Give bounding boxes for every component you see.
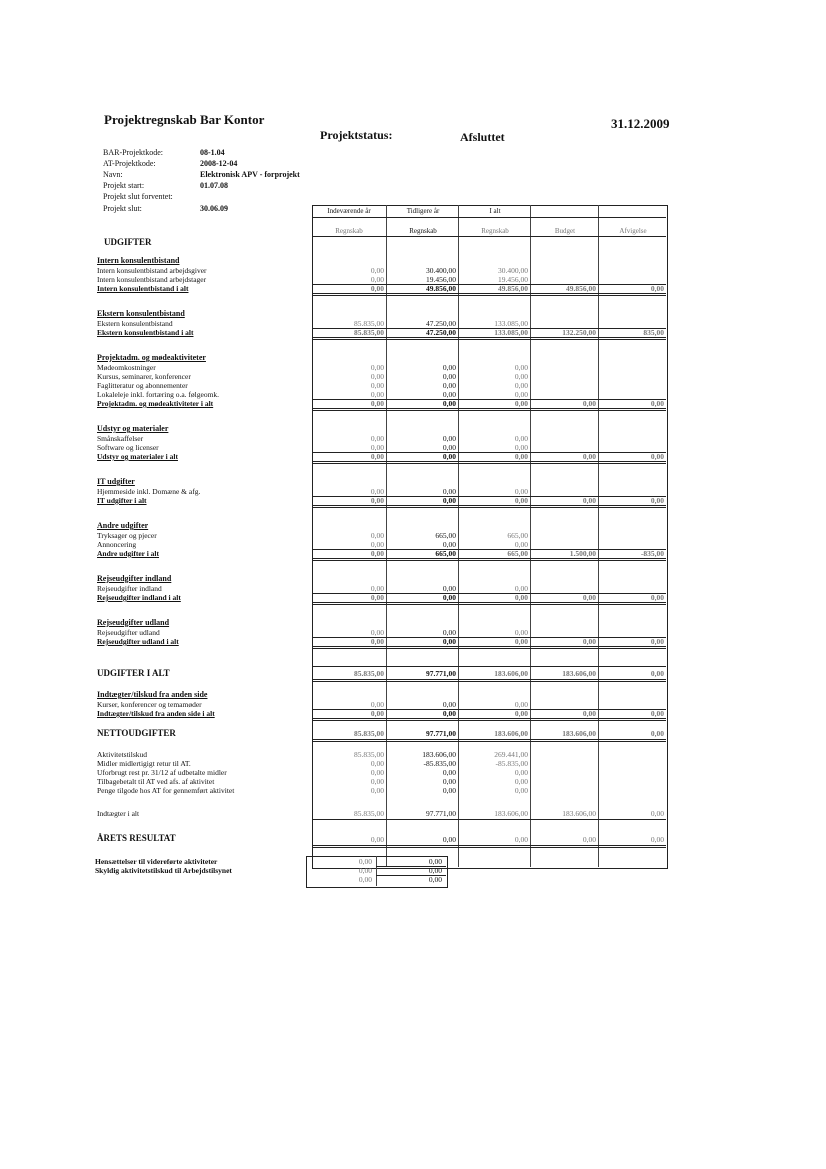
cell-value: 0,00 bbox=[370, 275, 384, 284]
cell-value: 0,00 bbox=[442, 381, 456, 390]
cell-value: 269.441,00 bbox=[494, 750, 528, 759]
cell-value: 183.606,00 bbox=[494, 729, 528, 738]
rule bbox=[312, 845, 666, 848]
cell-value: 0,00 bbox=[442, 768, 456, 777]
cell-value: 30.400,00 bbox=[426, 266, 456, 275]
meta-label: Projekt slut forventet: bbox=[103, 192, 173, 201]
meta-value: 2008-12-04 bbox=[200, 159, 238, 168]
cell-value: 0,00 bbox=[370, 709, 384, 718]
cell-value: 665,00 bbox=[507, 531, 528, 540]
section-total-label: Andre udgifter i alt bbox=[97, 549, 160, 558]
cell-value: 85.835,00 bbox=[354, 319, 384, 328]
cell-value: 0,00 bbox=[370, 593, 384, 602]
footer-col-divider bbox=[376, 856, 377, 886]
table-row-label: Tilbagebetalt til AT ved afs. af aktivitet bbox=[97, 777, 215, 786]
cell-value: 97.771,00 bbox=[426, 669, 456, 678]
col-divider bbox=[598, 205, 599, 867]
table-row-label: Faglitteratur og abonnementer bbox=[97, 381, 188, 390]
cell-value: 0,00 bbox=[650, 496, 664, 505]
cell-value: 0,00 bbox=[442, 487, 456, 496]
cell-value: 0,00 bbox=[514, 768, 528, 777]
cell-value: 0,00 bbox=[370, 434, 384, 443]
cell-value: 0,00 bbox=[582, 593, 596, 602]
section-total-label: Projektadm. og mødeaktiviteter i alt bbox=[97, 399, 214, 408]
udgifter-heading: UDGIFTER bbox=[104, 237, 152, 247]
cell-value: 49.856,00 bbox=[498, 284, 528, 293]
cell-value: 133.085,00 bbox=[494, 319, 528, 328]
cell-value: 0,00 bbox=[370, 363, 384, 372]
cell-value: 0,00 bbox=[442, 700, 456, 709]
cell-value: 183.606,00 bbox=[562, 669, 596, 678]
cell-value: 85.835,00 bbox=[354, 669, 384, 678]
section-title: Intern konsulentbistand bbox=[97, 256, 180, 265]
cell-value: 0,00 bbox=[514, 700, 528, 709]
footer-label: Skyldig aktivitetstilskud til Arbejdstilsynet bbox=[95, 866, 232, 875]
table-row-label: Rejseudgifter udland bbox=[97, 628, 160, 637]
meta-value: 01.07.08 bbox=[200, 181, 228, 190]
section-title: Indtægter/tilskud fra anden side bbox=[97, 690, 208, 699]
cell-value: 0,00 bbox=[370, 700, 384, 709]
cell-value: 0,00 bbox=[514, 637, 528, 646]
meta-label: AT-Projektkode: bbox=[103, 159, 156, 168]
cell-value: 0,00 bbox=[442, 593, 456, 602]
cell-value: 0,00 bbox=[514, 628, 528, 637]
cell-value: 183.606,00 bbox=[562, 809, 596, 818]
cell-value: 0,00 bbox=[370, 399, 384, 408]
cell-value: 85.835,00 bbox=[354, 729, 384, 738]
cell-value: 0,00 bbox=[370, 777, 384, 786]
cell-value: 132.250,00 bbox=[562, 328, 596, 337]
table-row-label: Hjemmeside inkl. Domæne & afg. bbox=[97, 487, 201, 496]
status-label: Projektstatus: bbox=[320, 128, 393, 142]
cell-value: 0,00 bbox=[442, 434, 456, 443]
cell-value: 0,00 bbox=[442, 835, 456, 844]
cell-value: 133.085,00 bbox=[494, 328, 528, 337]
col-divider bbox=[386, 205, 387, 867]
cell-value: 0,00 bbox=[442, 452, 456, 461]
cell-value: 0,00 bbox=[514, 540, 528, 549]
table-row-label: Ekstern konsulentbistand bbox=[97, 319, 173, 328]
table-row-label: Rejseudgifter indland bbox=[97, 584, 162, 593]
report-date: 31.12.2009 bbox=[611, 116, 670, 131]
cell-value: 1.500,00 bbox=[569, 549, 596, 558]
rule bbox=[312, 558, 666, 561]
cell-value: 0,00 bbox=[370, 637, 384, 646]
table-row-label: Intern konsulentbistand arbejdstager bbox=[97, 275, 207, 284]
col-divider bbox=[530, 205, 531, 867]
section-total-label: Intern konsulentbistand i alt bbox=[97, 284, 189, 293]
table-row-label: Mødeomkostninger bbox=[97, 363, 156, 372]
cell-value: 0,00 bbox=[370, 584, 384, 593]
table-row-label: Aktivitetstilskud bbox=[97, 750, 148, 759]
cell-value: 0,00 bbox=[514, 709, 528, 718]
rule bbox=[312, 646, 666, 649]
cell-value: 49.856,00 bbox=[566, 284, 596, 293]
rule bbox=[312, 679, 666, 682]
col-header-top: Indeværende år bbox=[327, 207, 371, 215]
rule bbox=[312, 408, 666, 411]
cell-value: 0,00 bbox=[514, 487, 528, 496]
col-divider bbox=[458, 205, 459, 867]
cell-value: 0,00 bbox=[370, 835, 384, 844]
section-title: IT udgifter bbox=[97, 477, 135, 486]
cell-value: 0,00 bbox=[582, 835, 596, 844]
cell-value: 0,00 bbox=[442, 628, 456, 637]
footer-value: 0,00 bbox=[358, 875, 372, 884]
footer-label: Hensættelser til videreførte aktiviteter bbox=[95, 857, 218, 866]
meta-label: BAR-Projektkode: bbox=[103, 148, 163, 157]
rule bbox=[312, 505, 666, 508]
rule bbox=[312, 819, 666, 820]
section-title: Udstyr og materialer bbox=[97, 424, 169, 433]
col-header-sub: Afvigelse bbox=[619, 227, 647, 235]
col-header-sub: Regnskab bbox=[409, 227, 437, 235]
cell-value: 0,00 bbox=[442, 390, 456, 399]
cell-value: 0,00 bbox=[370, 496, 384, 505]
cell-value: 835,00 bbox=[643, 328, 664, 337]
rule bbox=[312, 718, 666, 721]
section-title: Rejseudgifter indland bbox=[97, 574, 172, 583]
meta-value: 30.06.09 bbox=[200, 204, 228, 213]
table-row-label: Annoncering bbox=[97, 540, 137, 549]
table-row-label: Intern konsulentbistand arbejdsgiver bbox=[97, 266, 207, 275]
table-row-label: Software og licenser bbox=[97, 443, 159, 452]
cell-value: 0,00 bbox=[650, 809, 664, 818]
cell-value: 0,00 bbox=[582, 496, 596, 505]
cell-value: 0,00 bbox=[370, 452, 384, 461]
table-row-label: Penge tilgode hos AT for gennemført aktivitet bbox=[97, 786, 235, 795]
rule bbox=[312, 337, 666, 340]
rule bbox=[312, 461, 666, 464]
document-title: Projektregnskab Bar Kontor bbox=[104, 112, 265, 127]
cell-value: 0,00 bbox=[650, 284, 664, 293]
cell-value: 49.856,00 bbox=[426, 284, 456, 293]
cell-value: 0,00 bbox=[650, 669, 664, 678]
cell-value: 665,00 bbox=[435, 531, 456, 540]
cell-value: 0,00 bbox=[514, 584, 528, 593]
cell-value: 0,00 bbox=[370, 786, 384, 795]
meta-label: Navn: bbox=[103, 170, 123, 179]
result-label: ÅRETS RESULTAT bbox=[97, 833, 176, 843]
section-total-label: Indtægter/tilskud fra anden side i alt bbox=[97, 709, 215, 718]
cell-value: 0,00 bbox=[650, 709, 664, 718]
meta-label: Projekt start: bbox=[103, 181, 145, 190]
meta-value: 08-1.04 bbox=[200, 148, 225, 157]
status-value: Afsluttet bbox=[460, 130, 505, 144]
cell-value: -85.835,00 bbox=[423, 759, 456, 768]
cell-value: 0,00 bbox=[514, 452, 528, 461]
cell-value: 0,00 bbox=[514, 434, 528, 443]
footer-value: 0,00 bbox=[428, 857, 442, 866]
cell-value: 0,00 bbox=[442, 637, 456, 646]
section-total-label: Rejseudgifter indland i alt bbox=[97, 593, 181, 602]
table-row-label: Lokaleleje inkl. fortæring o.a. følgeomk. bbox=[97, 390, 220, 399]
table-row-label: Tryksager og pjecer bbox=[97, 531, 157, 540]
col-header-sub: Regnskab bbox=[481, 227, 509, 235]
section-title: Ekstern konsulentbistand bbox=[97, 309, 185, 318]
cell-value: 85.835,00 bbox=[354, 750, 384, 759]
section-title: Rejseudgifter udland bbox=[97, 618, 170, 627]
cell-value: 0,00 bbox=[650, 399, 664, 408]
rule bbox=[312, 666, 666, 667]
cell-value: 0,00 bbox=[442, 363, 456, 372]
section-total-label: Ekstern konsulentbistand i alt bbox=[97, 328, 194, 337]
table-row-label: Kurser, konferencer og temamøder bbox=[97, 700, 202, 709]
cell-value: 19.456,00 bbox=[426, 275, 456, 284]
cell-value: 0,00 bbox=[514, 372, 528, 381]
cell-value: 47.250,00 bbox=[426, 319, 456, 328]
meta-label: Projekt slut: bbox=[103, 204, 142, 213]
cell-value: 0,00 bbox=[442, 709, 456, 718]
cell-value: 97.771,00 bbox=[426, 729, 456, 738]
table-row-label: Uforbrugt rest pr. 31/12 af udbetalte midler bbox=[97, 768, 227, 777]
cell-value: 0,00 bbox=[370, 443, 384, 452]
cell-value: 85.835,00 bbox=[354, 328, 384, 337]
cell-value: 665,00 bbox=[507, 549, 528, 558]
cell-value: 0,00 bbox=[514, 381, 528, 390]
indtaegter-total-label: Indtægter i alt bbox=[97, 809, 140, 818]
table-row-label: Midler midlertigigt retur til AT. bbox=[97, 759, 191, 768]
cell-value: 0,00 bbox=[442, 777, 456, 786]
section-total-label: Rejseudgifter udland i alt bbox=[97, 637, 179, 646]
cell-value: 0,00 bbox=[370, 390, 384, 399]
cell-value: 0,00 bbox=[650, 729, 664, 738]
cell-value: 183.606,00 bbox=[562, 729, 596, 738]
cell-value: 0,00 bbox=[650, 637, 664, 646]
cell-value: 0,00 bbox=[370, 487, 384, 496]
cell-value: 0,00 bbox=[582, 637, 596, 646]
cell-value: 0,00 bbox=[442, 372, 456, 381]
cell-value: 0,00 bbox=[370, 381, 384, 390]
cell-value: 0,00 bbox=[370, 266, 384, 275]
cell-value: 183.606,00 bbox=[494, 669, 528, 678]
cell-value: 0,00 bbox=[370, 540, 384, 549]
cell-value: 97.771,00 bbox=[426, 809, 456, 818]
cell-value: 85.835,00 bbox=[354, 809, 384, 818]
rule bbox=[312, 602, 666, 605]
cell-value: 47.250,00 bbox=[426, 328, 456, 337]
meta-value: Elektronisk APV - forprojekt bbox=[200, 170, 300, 179]
footer-value: 0,00 bbox=[428, 866, 442, 875]
cell-value: 0,00 bbox=[370, 759, 384, 768]
cell-value: 0,00 bbox=[514, 593, 528, 602]
cell-value: 0,00 bbox=[370, 768, 384, 777]
col-header-sub: Regnskab bbox=[335, 227, 363, 235]
cell-value: 0,00 bbox=[442, 786, 456, 795]
cell-value: -835,00 bbox=[640, 549, 664, 558]
col-header-top: Tidligere år bbox=[406, 207, 440, 215]
cell-value: 19.456,00 bbox=[498, 275, 528, 284]
cell-value: 0,00 bbox=[514, 835, 528, 844]
cell-value: -85.835,00 bbox=[495, 759, 528, 768]
cell-value: 0,00 bbox=[514, 786, 528, 795]
footer-value: 0,00 bbox=[428, 875, 442, 884]
rule bbox=[312, 739, 666, 742]
cell-value: 0,00 bbox=[370, 284, 384, 293]
cell-value: 0,00 bbox=[514, 363, 528, 372]
col-header-top: I alt bbox=[489, 207, 501, 215]
cell-value: 0,00 bbox=[370, 531, 384, 540]
cell-value: 0,00 bbox=[514, 390, 528, 399]
cell-value: 0,00 bbox=[442, 540, 456, 549]
cell-value: 0,00 bbox=[442, 443, 456, 452]
header-divider bbox=[312, 217, 666, 218]
section-total-label: Udstyr og materialer i alt bbox=[97, 452, 178, 461]
cell-value: 0,00 bbox=[582, 452, 596, 461]
cell-value: 0,00 bbox=[582, 399, 596, 408]
table-row-label: Kursus, seminarer, konferencer bbox=[97, 372, 191, 381]
cell-value: 0,00 bbox=[514, 496, 528, 505]
section-title: Projektadm. og mødeaktiviteter bbox=[97, 353, 206, 362]
cell-value: 0,00 bbox=[650, 835, 664, 844]
cell-value: 0,00 bbox=[650, 452, 664, 461]
cell-value: 0,00 bbox=[514, 399, 528, 408]
cell-value: 0,00 bbox=[442, 584, 456, 593]
footer-value: 0,00 bbox=[358, 866, 372, 875]
cell-value: 0,00 bbox=[370, 628, 384, 637]
nettoudgifter-label: NETTOUDGIFTER bbox=[97, 728, 176, 738]
section-title: Andre udgifter bbox=[97, 521, 149, 530]
cell-value: 0,00 bbox=[514, 443, 528, 452]
cell-value: 0,00 bbox=[442, 496, 456, 505]
rule bbox=[312, 293, 666, 296]
cell-value: 0,00 bbox=[370, 549, 384, 558]
section-total-label: IT udgifter i alt bbox=[97, 496, 147, 505]
cell-value: 183.606,00 bbox=[422, 750, 456, 759]
col-header-sub: Budget bbox=[554, 227, 576, 235]
udgifter-total-label: UDGIFTER I ALT bbox=[97, 668, 170, 678]
cell-value: 0,00 bbox=[582, 709, 596, 718]
table-row-label: Smånskaffelser bbox=[97, 434, 144, 443]
cell-value: 30.400,00 bbox=[498, 266, 528, 275]
cell-value: 0,00 bbox=[370, 372, 384, 381]
cell-value: 0,00 bbox=[442, 399, 456, 408]
cell-value: 665,00 bbox=[435, 549, 456, 558]
footer-value: 0,00 bbox=[358, 857, 372, 866]
cell-value: 183.606,00 bbox=[494, 809, 528, 818]
cell-value: 0,00 bbox=[514, 777, 528, 786]
cell-value: 0,00 bbox=[650, 593, 664, 602]
header-underline bbox=[312, 236, 666, 237]
